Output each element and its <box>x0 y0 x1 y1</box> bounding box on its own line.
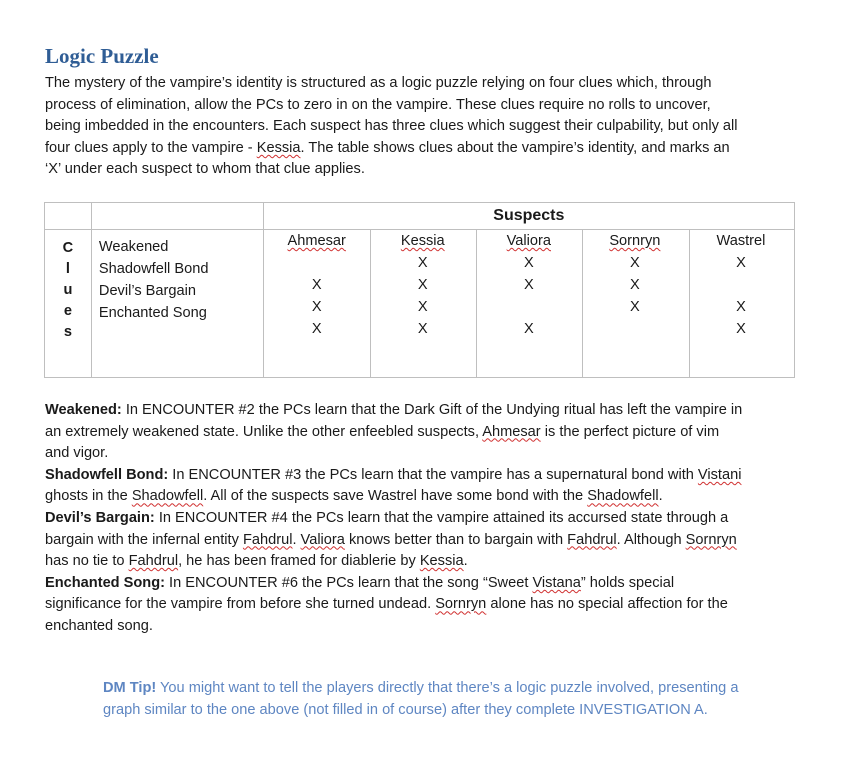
table-row <box>264 274 794 296</box>
proper-noun: Sornryn <box>435 596 487 613</box>
clue-description-text: . <box>292 531 301 548</box>
clue-row-label <box>99 258 263 280</box>
clue-mark-cell: X <box>630 255 640 271</box>
proper-noun: Sornryn <box>685 531 737 548</box>
clue-side-letter: C <box>62 240 74 256</box>
clue-description-text: is the perfect picture of vim and vigor. <box>45 423 720 462</box>
clue-description-text: ghosts in the <box>45 488 132 505</box>
suspect-name: Valiora <box>506 233 551 249</box>
suspect-column-header <box>264 233 370 249</box>
clue-mark-cell: X <box>417 299 428 315</box>
suspect-name: Sornryn <box>609 233 661 249</box>
clue-side-letter: e <box>63 303 73 319</box>
clue-mark-cell: X <box>311 299 322 315</box>
clue-side-letter: s <box>63 324 73 340</box>
clue-description-text: alone has no special affection for the enchanted song. <box>45 596 728 634</box>
suspect-column-header <box>476 233 582 249</box>
clue-mark-cell: X <box>736 321 746 337</box>
clue-description-text: . Although <box>616 531 686 548</box>
dm-tip-text: You might want to tell the players directly that there’s a logic puzzle involved, presenting a graph similar to the one above (not filled in of course) after they complete INVESTIGATION A. <box>103 680 739 718</box>
clue-description-text: knows better than to bargain with <box>344 531 568 548</box>
clue-mark-cell: X <box>523 277 534 293</box>
proper-noun: Kessia <box>419 553 464 570</box>
clue-description-text: . <box>658 488 663 505</box>
suspect-column-header <box>582 233 688 249</box>
clue-description <box>45 573 745 638</box>
intro-suspect-name: Kessia <box>256 139 301 156</box>
proper-noun: Vistani <box>697 466 742 483</box>
table-row <box>264 252 794 274</box>
clue-description-text: has no tie to <box>45 553 129 570</box>
proper-noun: Ahmesar <box>482 423 541 440</box>
clue-row-label-text: Shadowfell Bond <box>98 261 209 277</box>
table-corner-cell-2 <box>91 203 263 230</box>
clue-description-text: . <box>463 553 468 570</box>
dm-tip <box>103 678 743 721</box>
clue-description <box>45 508 745 573</box>
intro-paragraph <box>45 73 745 181</box>
suspects-header: Suspects <box>263 203 794 230</box>
clue-description-text: In ENCOUNTER #6 the PCs learn that the song “Sweet <box>165 574 533 591</box>
suspect-column-header <box>688 233 794 249</box>
clue-mark-cell: X <box>736 299 746 315</box>
clue-label-column <box>91 230 263 378</box>
proper-noun: Vistana <box>532 574 581 591</box>
intro-text-2: . The table shows clues about the vampire’s identity, and marks an ‘X’ under each suspect to whom that clue applies. <box>45 139 730 178</box>
clue-mark-cell: X <box>630 277 640 293</box>
suspect-column-header <box>370 233 476 249</box>
proper-noun: Shadowfell <box>131 488 204 505</box>
proper-noun: Fahdrul <box>242 531 293 548</box>
clue-mark-cell: X <box>523 321 534 337</box>
clue-side-letter: u <box>63 282 73 298</box>
clue-description-label: Weakened: <box>45 402 122 418</box>
clues-vertical-label <box>45 230 92 378</box>
clue-mark-cell: X <box>417 277 428 293</box>
clue-description-text: In ENCOUNTER #3 the PCs learn that the vampire has a supernatural bond with <box>168 466 698 483</box>
clue-side-letter: l <box>65 261 70 277</box>
clue-mark-cell: X <box>523 255 534 271</box>
clue-row-label: Devil’s Bargain <box>98 283 196 299</box>
clue-description-text: In ENCOUNTER #4 the PCs learn that the vampire attained its accursed state through a bargain with the infernal entity <box>45 509 729 548</box>
clue-row-label: Enchanted Song <box>98 305 207 321</box>
clue-description-label: Shadowfell Bond: <box>45 466 169 483</box>
suspect-name: Ahmesar <box>287 233 346 249</box>
table-corner-cell <box>45 203 92 230</box>
clue-description-text: ” holds special significance for the vampire from before she turned undead. <box>45 574 675 613</box>
clue-row-label: Weakened <box>98 239 169 255</box>
clue-mark-cell: X <box>630 299 640 315</box>
clue-mark-cell: X <box>311 277 322 293</box>
proper-noun: Valiora <box>300 531 345 548</box>
clue-mark-cell: X <box>417 321 428 337</box>
proper-noun: Fahdrul <box>128 553 179 570</box>
dm-tip-label: DM Tip! <box>103 680 157 696</box>
page-title: Logic Puzzle <box>45 44 159 68</box>
clue-description <box>45 400 745 465</box>
clue-description-label: Devil’s Bargain: <box>45 509 155 526</box>
table-row <box>264 318 794 340</box>
proper-noun: Fahdrul <box>567 531 617 548</box>
clue-description-label: Enchanted Song: <box>45 574 165 591</box>
clue-mark-cell: X <box>736 255 746 271</box>
intro-text-1: The mystery of the vampire’s identity is structured as a logic puzzle relying on four clues which, through process of elimination, allow the PCs to zero in on the vampire. These clues require no rolls to uncover, being imbedded in the encounters. Each suspect has three clues which suggest their culpability, but only all four clues apply to the vampire - <box>45 75 738 156</box>
clue-mark-cell: X <box>311 321 322 337</box>
clue-table <box>44 202 795 378</box>
suspect-name: Wastrel <box>716 233 766 249</box>
proper-noun: Shadowfell <box>587 488 659 505</box>
clue-description <box>45 465 745 508</box>
clue-description-text: . All of the suspects save Wastrel have some bond with the <box>203 488 588 505</box>
marks-area <box>263 230 794 378</box>
clue-description-text: In ENCOUNTER #2 the PCs learn that the Dark Gift of the Undying ritual has left the vampire in an extremely weakened state. Unlike the other enfeebled suspects, <box>45 402 743 440</box>
clue-mark-cell: X <box>417 255 428 271</box>
clue-descriptions <box>45 400 745 638</box>
clue-description-text: , he has been framed for diablerie by <box>178 553 420 570</box>
suspect-name: Kessia <box>400 233 445 249</box>
table-row <box>264 296 794 318</box>
